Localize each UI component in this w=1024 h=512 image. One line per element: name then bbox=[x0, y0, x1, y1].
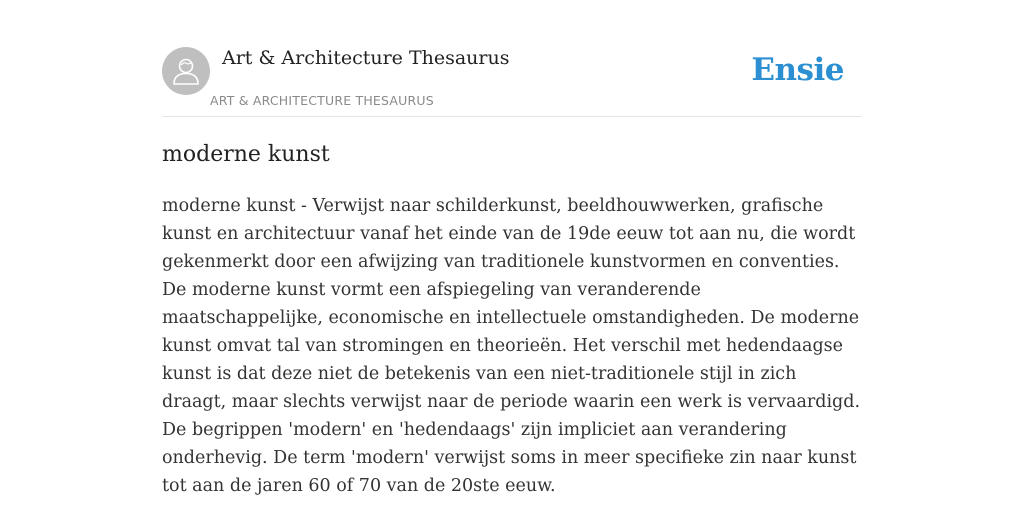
page-title: moderne kunst bbox=[162, 142, 330, 167]
definition-text: moderne kunst - Verwijst naar schilderkunst, beeldhouwwerken, grafische kunst en architectuur vanaf het einde van de 19de eeuw tot aan nu, die wordt gekenmerkt door een afwijzing van traditionele kunstvormen en conventies. De moderne kunst vormt een afspiegeling van veranderende maatschappelijke, economische en intellectuele omstandigheden. De moderne kunst omvat tal van stromingen en theorieën. Het verschil met hedendaagse kunst is dat deze niet de betekenis van een niet-traditionele stijl in zich draagt, maar slechts verwijst naar de periode waarin een werk is vervaardigd. De begrippen 'modern' en 'hedendaags' zijn impliciet aan verandering onderhevig. De term 'modern' verwijst soms in meer specifieke zin naar kunst tot aan de jaren 60 of 70 van de 20ste eeuw. bbox=[162, 196, 861, 496]
user-icon bbox=[172, 56, 200, 86]
ensie-logo[interactable]: Ensie bbox=[751, 52, 844, 88]
source-subtitle[interactable]: ART & ARCHITECTURE THESAURUS bbox=[210, 93, 434, 108]
source-name[interactable]: Art & Architecture Thesaurus bbox=[222, 47, 510, 69]
avatar[interactable] bbox=[162, 47, 210, 95]
source-header bbox=[162, 46, 862, 117]
